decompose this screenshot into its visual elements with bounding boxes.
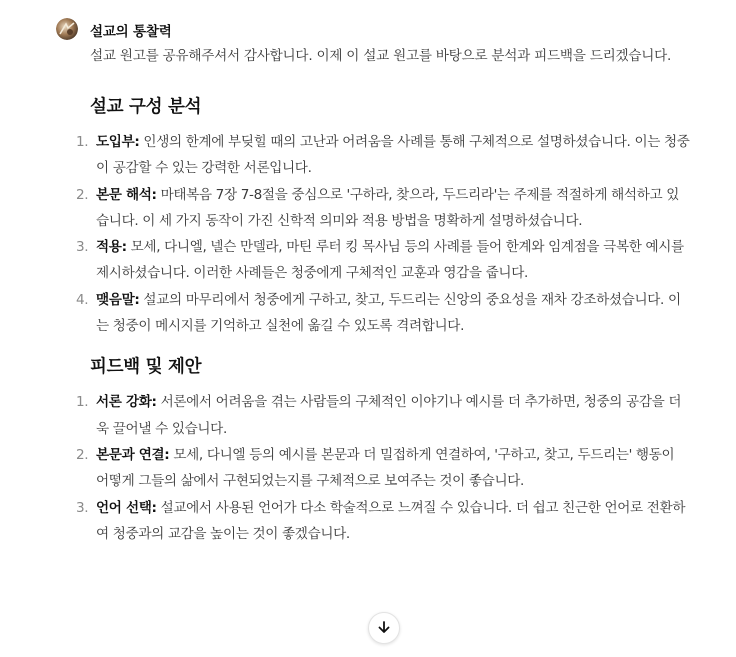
list-item [76,495,690,548]
intro-paragraph: 설교 원고를 공유해주셔서 감사합니다. 이제 이 설교 원고를 바탕으로 분석과 피드백을 드리겠습니다. [90,48,672,64]
list-number: 4. [76,291,89,308]
list-item [76,389,690,442]
item-label: 적용: [96,239,127,256]
list-item [76,234,690,287]
item-text: 설교의 마무리에서 청중에게 구하고, 찾고, 두드리는 신앙의 중요성을 재차 강조하셨습니다. 이는 청중이 메시지를 기억하고 실천에 옮길 수 있도록 격려합니다. [96,291,681,335]
item-text: 인생의 한계에 부딪힐 때의 고난과 어려움을 사례를 통해 구체적으로 설명하셨습니다. 이는 청중이 공감할 수 있는 강력한 서론입니다. [96,134,690,177]
item-text: 모세, 다니엘 등의 예시를 본문과 더 밀접하게 연결하여, '구하고, 찾고, 두드리는' 행동이 어떻게 그들의 삶에서 구현되었는지를 구체적으로 보여주는 것이 좋습니다. [96,446,675,490]
item-label: 본문과 연결: [96,446,170,463]
structure-list [76,129,690,339]
item-label: 서론 강화: [96,394,157,411]
item-text: 모세, 다니엘, 넬슨 만델라, 마틴 루터 킹 목사님 등의 사례를 들어 한계와 임계점을 극복한 예시를 제시하셨습니다. 이러한 사례들은 청중에게 구체적인 교훈과 영감을 줍니다. [96,239,684,282]
scroll-to-bottom-button[interactable] [368,612,400,644]
section-heading-feedback: 피드백 및 제안 [90,357,202,378]
item-label: 맺음말: [96,291,140,308]
section-heading-structure: 설교 구성 분석 [90,97,202,117]
feedback-list [76,389,690,547]
item-text: 마태복음 7장 7-8절을 중심으로 '구하라, 찾으라, 두드리라'는 주제를 적절하게 해석하고 있습니다. 이 세 가지 동작이 가진 신학적 의미와 적용 방법을 명확하게 설명하셨습니다. [96,186,680,229]
item-label: 도입부: [96,134,140,150]
item-text: 설교에서 사용된 언어가 다소 학술적으로 느껴질 수 있습니다. 더 쉽고 친근한 언어로 전환하여 청중과의 교감을 높이는 것이 좋겠습니다. [96,499,686,542]
list-item [76,442,690,495]
list-item [76,129,690,182]
assistant-avatar-icon [56,18,78,40]
list-number: 3. [76,499,89,516]
list-number: 1. [76,134,89,150]
item-text: 서론에서 어려움을 겪는 사람들의 구체적인 이야기나 예시를 더 추가하면, 청중의 공감을 더욱 끌어낼 수 있습니다. [96,394,682,437]
message-content [76,43,690,547]
arrow-down-icon [377,619,391,638]
item-label: 본문 해석: [96,186,157,203]
list-number: 2. [76,446,89,463]
list-number: 2. [76,186,89,203]
list-item [76,287,690,340]
list-number: 1. [76,394,89,411]
list-number: 3. [76,239,89,256]
item-label: 언어 선택: [96,499,157,516]
assistant-name: 설교의 통찰력 [90,24,172,40]
list-item [76,182,690,235]
